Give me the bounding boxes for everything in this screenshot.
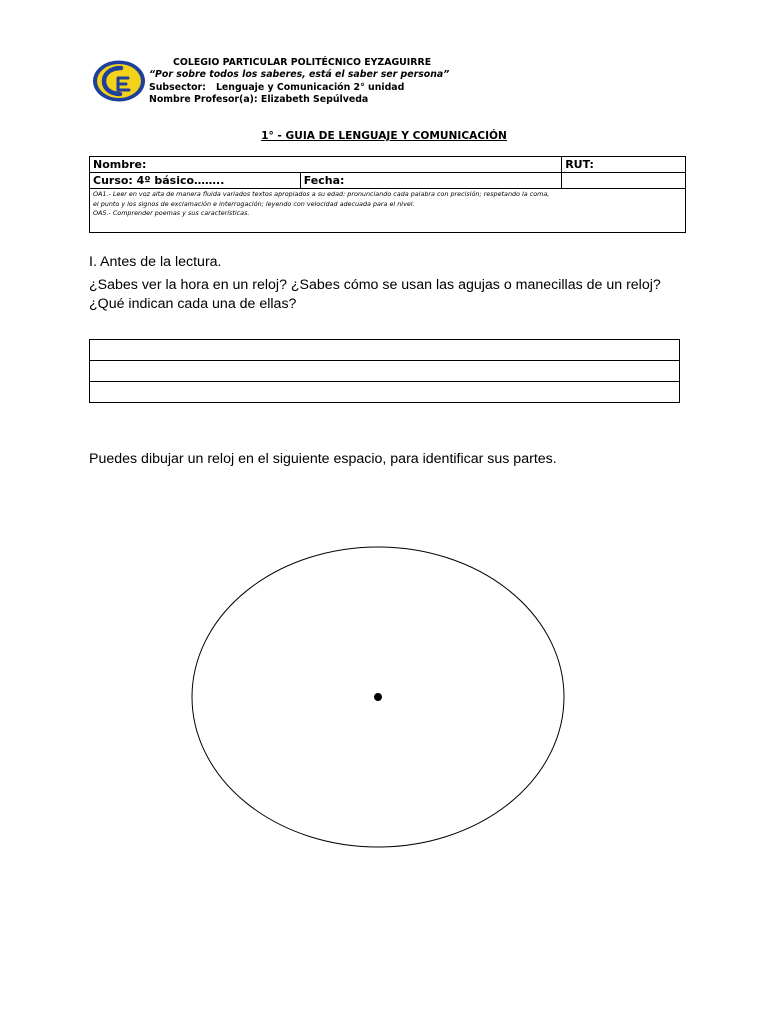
name-label: Nombre: — [93, 158, 147, 171]
subsector-value: Lenguaje y Comunicación 2° unidad — [215, 81, 405, 93]
answer-line[interactable] — [90, 382, 680, 403]
name-field[interactable] — [90, 157, 562, 173]
rut-label: RUT: — [565, 158, 594, 171]
question-text: ¿Sabes ver la hora en un reloj? ¿Sabes cómo se usan las agujas o manecillas de un reloj? ¿Qué indican cada una de ellas? — [89, 277, 661, 312]
objectives-cell — [90, 189, 686, 233]
objective-line: OA5.- Comprender poemas y sus características. — [93, 209, 250, 218]
course-field — [90, 173, 301, 189]
student-info-table — [89, 156, 686, 233]
draw-prompt: Puedes dibujar un reloj en el siguiente espacio, para identificar sus partes. — [89, 451, 557, 467]
answer-line[interactable] — [90, 340, 680, 361]
school-header — [149, 57, 449, 107]
school-name: COLEGIO PARTICULAR POLITÉCNICO EYZAGUIRRE — [173, 57, 432, 68]
objective-line: el punto y los signos de exclamación e interrogación; leyendo con velocidad adecuada para el nivel. — [93, 199, 415, 208]
clock-center-dot — [374, 693, 382, 701]
objective-line: OA1.- Leer en voz alta de manera fluida variados textos apropiados a su edad: pronunciando cada palabra con precisión; respetando la coma, — [93, 190, 550, 198]
school-motto: “Por sobre todos los saberes, está el saber ser persona” — [149, 69, 450, 81]
school-logo — [91, 59, 147, 103]
empty-cell — [562, 173, 686, 189]
answer-box — [89, 339, 680, 403]
subsector-label: Subsector: — [149, 81, 206, 93]
document-title: 1° - GUIA DE LENGUAJE Y COMUNICACIÓN — [261, 130, 507, 142]
course-label: Curso: 4º básico…….. — [93, 174, 225, 187]
answer-line[interactable] — [90, 361, 680, 382]
section-heading: I. Antes de la lectura. — [89, 254, 222, 270]
clock-drawing-area[interactable] — [190, 545, 570, 850]
date-label: Fecha: — [303, 174, 345, 187]
subsector-line — [149, 82, 449, 94]
date-field[interactable] — [300, 173, 562, 189]
rut-field[interactable] — [562, 157, 686, 173]
teacher-name: Nombre Profesor(a): Elizabeth Sepúlveda — [149, 94, 369, 106]
